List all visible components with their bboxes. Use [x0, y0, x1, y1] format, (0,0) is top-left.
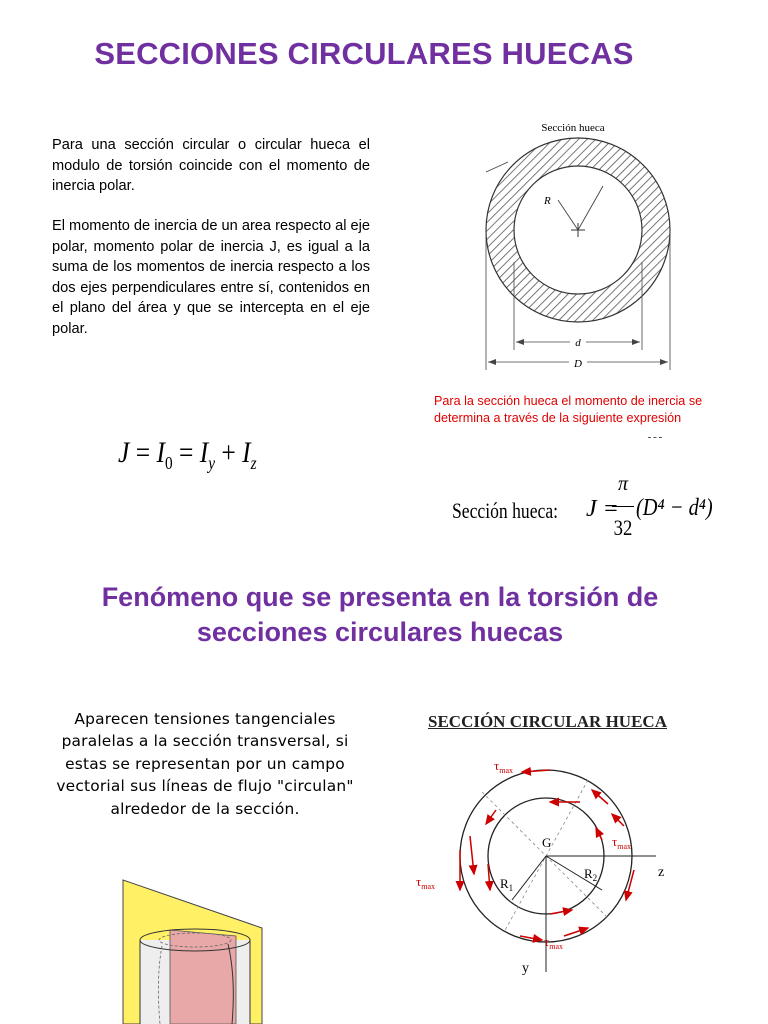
hollow-inertia-note: Para la sección hueca el momento de inercia se determina a través de la siguiente expresión	[434, 394, 703, 425]
tau-bottom-sub: max	[549, 942, 564, 951]
figure1-caption: Sección hueca	[541, 122, 605, 134]
hollow-formula-denominator: 32	[613, 515, 633, 540]
formula-eq-1: =	[135, 436, 151, 469]
stress-distribution-figure	[412, 740, 692, 1024]
hollow-formula-lhs: J =	[586, 496, 619, 522]
formula-eq-2: =	[178, 436, 194, 469]
cylinder-plane-illustration	[110, 878, 280, 1024]
fraction-bar	[612, 506, 634, 507]
intro-paragraph: Para una sección circular o circular hueca el modulo de torsión coincide con el momento de inercia polar.	[52, 137, 370, 195]
radius-label: R	[544, 195, 551, 207]
y-axis-label: y	[522, 961, 529, 976]
polar-inertia-formula	[118, 436, 257, 474]
tau-right-sub: max	[617, 842, 632, 851]
r1-label	[500, 876, 513, 893]
tau-max-bottom	[544, 934, 563, 951]
formula-plus: +	[221, 436, 236, 469]
tau-max-right	[612, 834, 631, 851]
formula-iy: I	[199, 436, 209, 469]
hollow-section-figure	[478, 112, 678, 374]
decorative-dash	[648, 437, 662, 439]
tau-max-top	[494, 758, 513, 775]
hollow-formula-numerator: π	[617, 473, 629, 495]
tau-bottom: τ	[544, 934, 550, 949]
z-axis-label: z	[658, 865, 665, 880]
section-subtitle	[30, 580, 730, 650]
outer-diameter-label: D	[574, 358, 582, 370]
hollow-formula-label: Sección hueca:	[452, 498, 559, 523]
formula-i0: I	[156, 436, 165, 469]
tau-top-sub: max	[499, 766, 514, 775]
subtitle-line-1: Fenómeno que se presenta en la torsión de	[101, 582, 659, 612]
figure2-title: SECCIÓN CIRCULAR HUECA	[428, 712, 667, 731]
tau-left-sub: max	[421, 882, 436, 891]
r2-letter: R	[584, 866, 593, 881]
tau-left: τ	[416, 874, 422, 889]
center-label: G	[542, 835, 552, 850]
formula-j: J	[118, 436, 130, 469]
page-title: SECCIONES CIRCULARES HUECAS	[94, 36, 634, 71]
r1-sub: 1	[508, 883, 514, 893]
formula-iy-sub: y	[208, 453, 216, 473]
polar-moment-paragraph: El momento de inercia de un area respecto al eje polar, momento polar de inercia J, es igual a la suma de los momentos de inercia respecto a los dos ejes perpendiculares entre sí, contenidos en el plano del área y que se intercepta en el eje polar.	[52, 218, 371, 337]
formula-i0-sub: 0	[164, 453, 173, 473]
tau-top: τ	[494, 758, 500, 773]
inner-diameter-label: d	[575, 337, 581, 349]
formula-iz-sub: z	[250, 453, 257, 473]
tau-max-left	[416, 874, 435, 891]
tau-right: τ	[612, 834, 618, 849]
hollow-formula-expression: (D⁴ − d⁴)	[636, 495, 713, 521]
tangential-stress-paragraph: Aparecen tensiones tangenciales paralelas a la sección transversal, si estas se representan por un campo vectorial sus líneas de flujo "circulan" alrededor de la sección.	[56, 710, 354, 818]
r2-label	[584, 866, 597, 883]
subtitle-line-2: secciones circulares huecas	[196, 617, 564, 647]
r2-sub: 2	[592, 873, 598, 883]
r1-letter: R	[500, 876, 509, 891]
formula-iz: I	[242, 436, 251, 469]
